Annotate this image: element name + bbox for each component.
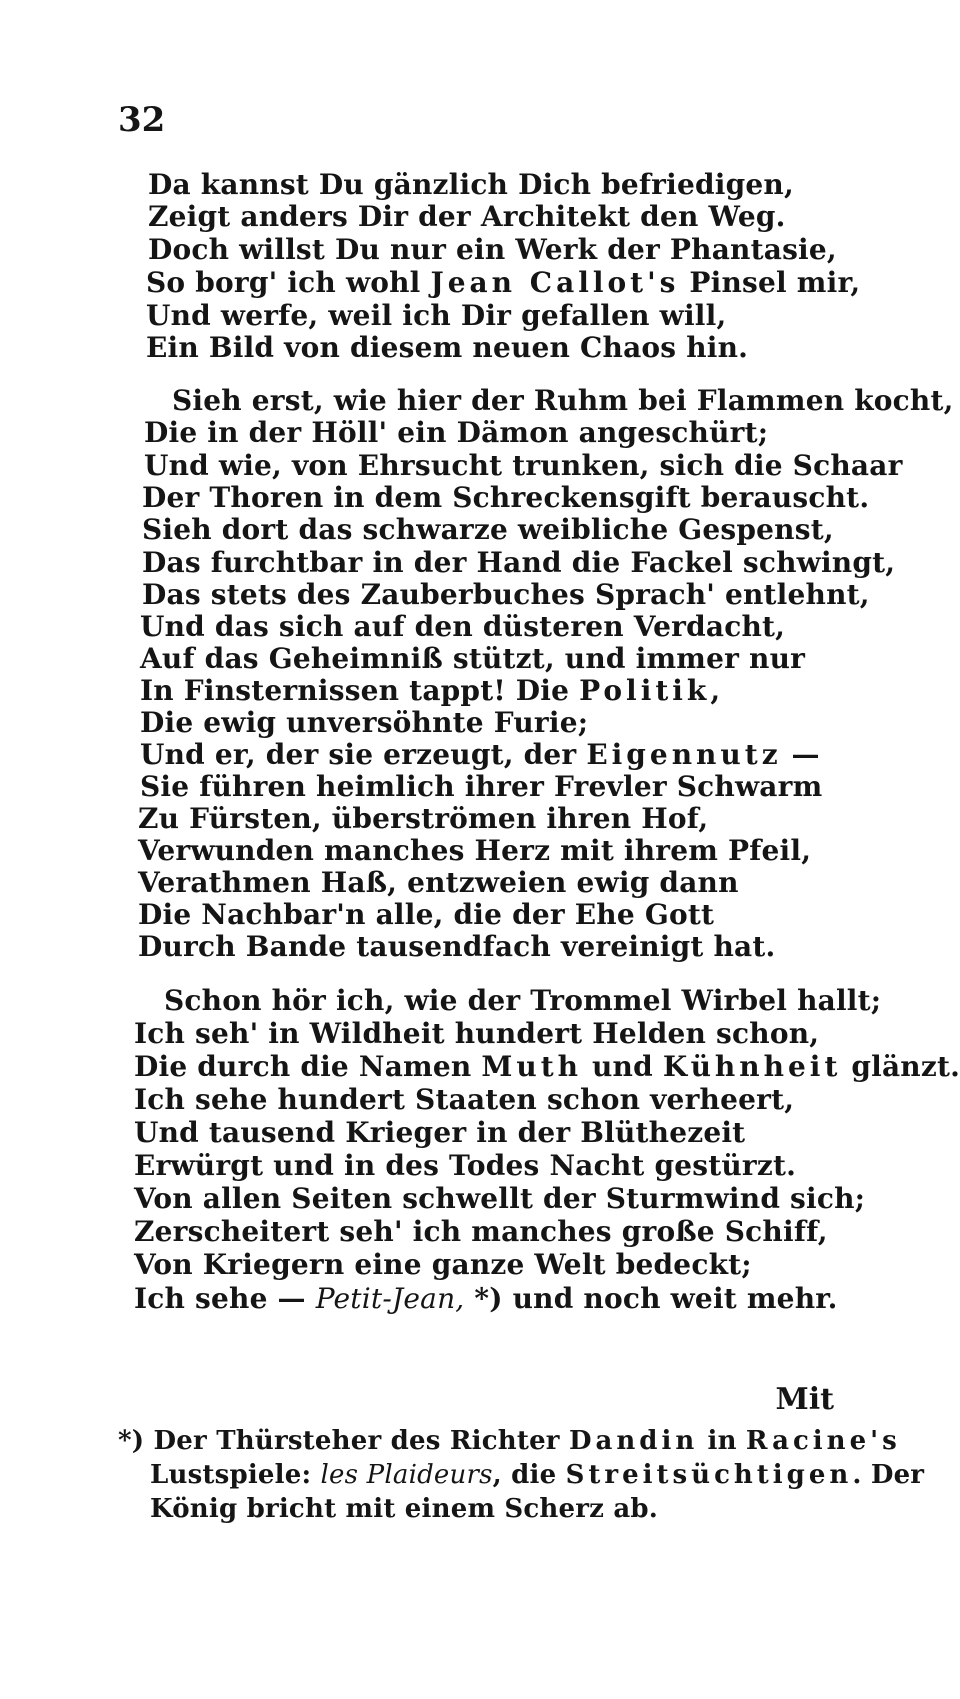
verse-line: Das stets des Zauberbuches Sprach' entlehnt,: [142, 578, 870, 611]
verse-line: Auf das Geheimniß stützt, und immer nur: [140, 642, 806, 675]
verse-line: Da kannst Du gänzlich Dich befriedigen,: [148, 168, 794, 201]
verse-line: Und das sich auf den düsteren Verdacht,: [140, 610, 786, 643]
emphasized-word: Politik: [579, 674, 711, 707]
verse-line: Ein Bild von diesem neuen Chaos hin.: [146, 331, 749, 364]
verse-line: Die Nachbar'n alle, die der Ehe Gott: [138, 898, 715, 931]
emphasized-name: Jean Callot's: [430, 266, 680, 299]
catchword: Mit: [775, 1382, 834, 1417]
verse-line: Zu Fürsten, überströmen ihren Hof,: [138, 802, 709, 835]
italic-name: Petit-Jean,: [315, 1282, 465, 1315]
footnote-line: König bricht mit einem Scherz ab.: [150, 1494, 659, 1524]
verse-line: Zeigt anders Dir der Architekt den Weg.: [148, 200, 786, 233]
emphasized-name: Racine's: [745, 1426, 901, 1456]
emphasized-word: Eigennutz: [586, 738, 782, 771]
verse-line: Von allen Seiten schwellt der Sturmwind sich;: [134, 1182, 866, 1215]
italic-title: les Plaideurs: [320, 1460, 493, 1490]
verse-line: Sieh erst, wie hier der Ruhm bei Flammen kocht,: [172, 384, 954, 417]
verse-line: Verathmen Haß, entzweien ewig dann: [138, 866, 739, 899]
verse-line: Verwunden manches Herz mit ihrem Pfeil,: [138, 834, 812, 867]
verse-text: und: [582, 1050, 663, 1083]
verse-line: Und werfe, weil ich Dir gefallen will,: [146, 299, 727, 332]
verse-line: [146, 266, 860, 299]
verse-text: ,: [710, 674, 721, 707]
footnote-text: Lustspiele:: [150, 1460, 321, 1490]
verse-text: Die durch die Namen: [134, 1050, 482, 1083]
footnote-line: [118, 1426, 901, 1456]
verse-text: So borg' ich wohl: [146, 266, 431, 299]
emphasized-word: Streitsüchtigen: [565, 1460, 853, 1490]
verse-line: Durch Bande tausendfach vereinigt hat.: [138, 930, 776, 963]
verse-line: Sie führen heimlich ihrer Frevler Schwarm: [140, 770, 823, 803]
verse-text: —: [781, 738, 820, 771]
verse-line: Die in der Höll' ein Dämon angeschürt;: [144, 416, 769, 449]
verse-line: Die ewig unversöhnte Furie;: [140, 706, 589, 739]
footnote-text: in: [698, 1426, 746, 1456]
verse-line: Der Thoren in dem Schreckensgift berauscht.: [142, 481, 870, 514]
verse-line: Erwürgt und in des Todes Nacht gestürzt.: [134, 1149, 797, 1182]
verse-line: [134, 1282, 838, 1315]
verse-line: [140, 674, 720, 707]
verse-line: Ich seh' in Wildheit hundert Helden schon,: [134, 1017, 820, 1050]
verse-text: Pinsel mir,: [679, 266, 861, 299]
verse-text: Ich sehe —: [134, 1282, 316, 1315]
footnote-text: . Der: [852, 1460, 925, 1490]
footnote-line: [150, 1460, 924, 1490]
emphasized-word: Kühnheit: [662, 1050, 842, 1083]
page-number: 32: [118, 100, 166, 140]
verse-text: glänzt.: [841, 1050, 960, 1083]
verse-line: Doch willst Du nur ein Werk der Phantasie,: [148, 233, 837, 266]
verse-line: [134, 1050, 960, 1083]
footnote-text: , die: [492, 1460, 566, 1490]
verse-text: In Finsternissen tappt! Die: [140, 674, 580, 707]
verse-line: Und wie, von Ehrsucht trunken, sich die Schaar: [144, 449, 903, 482]
verse-line: Sieh dort das schwarze weibliche Gespenst,: [142, 513, 834, 546]
emphasized-name: Dandin: [568, 1426, 699, 1456]
verse-line: Das furchtbar in der Hand die Fackel schwingt,: [142, 546, 896, 579]
verse-line: Von Kriegern eine ganze Welt bedeckt;: [134, 1248, 752, 1281]
verse-line: Ich sehe hundert Staaten schon verheert,: [134, 1083, 795, 1116]
verse-line: Schon hör ich, wie der Trommel Wirbel hallt;: [164, 984, 882, 1017]
verse-line: Zerscheitert seh' ich manches große Schiff,: [134, 1215, 828, 1248]
verse-line: Und tausend Krieger in der Blüthezeit: [134, 1116, 746, 1149]
verse-text: *) und noch weit mehr.: [464, 1282, 838, 1315]
footnote-text: *) Der Thürsteher des Richter: [118, 1426, 569, 1456]
emphasized-word: Muth: [481, 1050, 583, 1083]
verse-text: Und er, der sie erzeugt, der: [140, 738, 587, 771]
verse-line: [140, 738, 820, 771]
